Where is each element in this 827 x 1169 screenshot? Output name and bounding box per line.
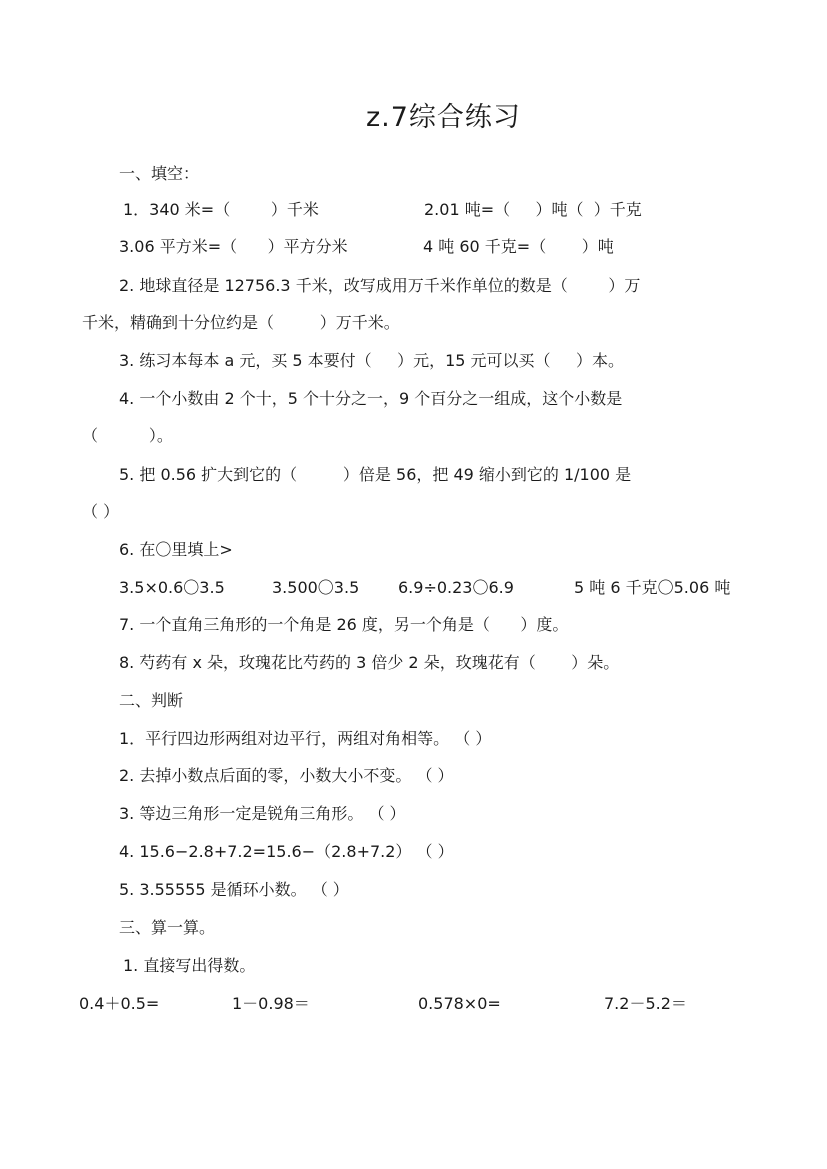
calc-item: 7.2－5.2＝ — [604, 994, 687, 1013]
question-1d: 4 吨 60 千克=（ ）吨 — [423, 237, 614, 256]
question-6-item: 6.9÷0.23〇6.9 — [398, 578, 514, 597]
judgment-item: 1．平行四边形两组对边平行，两组对角相等。 （ ） — [119, 729, 492, 748]
calc-item: 1－0.98＝ — [232, 994, 310, 1013]
question-1a: 1．340 米=（ ）千米 — [123, 200, 319, 219]
question-2-line-1: 2. 地球直径是 12756.3 千米，改写成用万千米作单位的数是（ ）万 — [119, 276, 641, 295]
question-4-line-1: 4. 一个小数由 2 个十，5 个十分之一，9 个百分之一组成，这个小数是 — [119, 389, 623, 408]
section-1-heading: 一、填空： — [119, 164, 200, 183]
question-1b: 2.01 吨=（ ）吨（ ）千克 — [424, 200, 642, 219]
question-5-line-1: 5. 把 0.56 扩大到它的（ ）倍是 56，把 49 缩小到它的 1/100 是 — [119, 465, 632, 484]
question-7: 7. 一个直角三角形的一个角是 26 度，另一个角是（ ）度。 — [119, 615, 569, 634]
question-8: 8. 芍药有 x 朵，玫瑰花比芍药的 3 倍少 2 朵，玫瑰花有（ ）朵。 — [119, 653, 620, 672]
judgment-item: 2. 去掉小数点后面的零，小数大小不变。 （ ） — [119, 766, 454, 785]
question-3: 3. 练习本每本 a 元，买 5 本要付（ ）元，15 元可以买（ ）本。 — [119, 351, 624, 370]
page-title: z.7综合练习 — [366, 102, 521, 133]
question-6-item: 5 吨 6 千克〇5.06 吨 — [574, 578, 731, 597]
question-2-line-2: 千米，精确到十分位约是（ ）万千米。 — [82, 313, 400, 332]
question-1c: 3.06 平方米=（ ）平方分米 — [119, 237, 348, 256]
judgment-item: 5. 3.55555 是循环小数。 （ ） — [119, 880, 349, 899]
calc-item: 0.4＋0.5= — [79, 994, 160, 1013]
section-3-subheading: 1. 直接写出得数。 — [123, 956, 256, 975]
question-5-line-2: （ ） — [82, 502, 120, 521]
question-6-item: 3.5×0.6〇3.5 — [119, 578, 225, 597]
judgment-item: 3. 等边三角形一定是锐角三角形。 （ ） — [119, 804, 406, 823]
section-2-heading: 二、判断 — [119, 691, 184, 710]
question-6: 6. 在〇里填上> — [119, 540, 233, 559]
question-6-item: 3.500〇3.5 — [272, 578, 360, 597]
judgment-item: 4. 15.6−2.8+7.2=15.6−（2.8+7.2） （ ） — [119, 842, 454, 861]
calc-item: 0.578×0= — [418, 994, 501, 1013]
question-4-line-2: （ ）。 — [82, 426, 173, 445]
section-3-heading: 三、算一算。 — [119, 918, 216, 937]
